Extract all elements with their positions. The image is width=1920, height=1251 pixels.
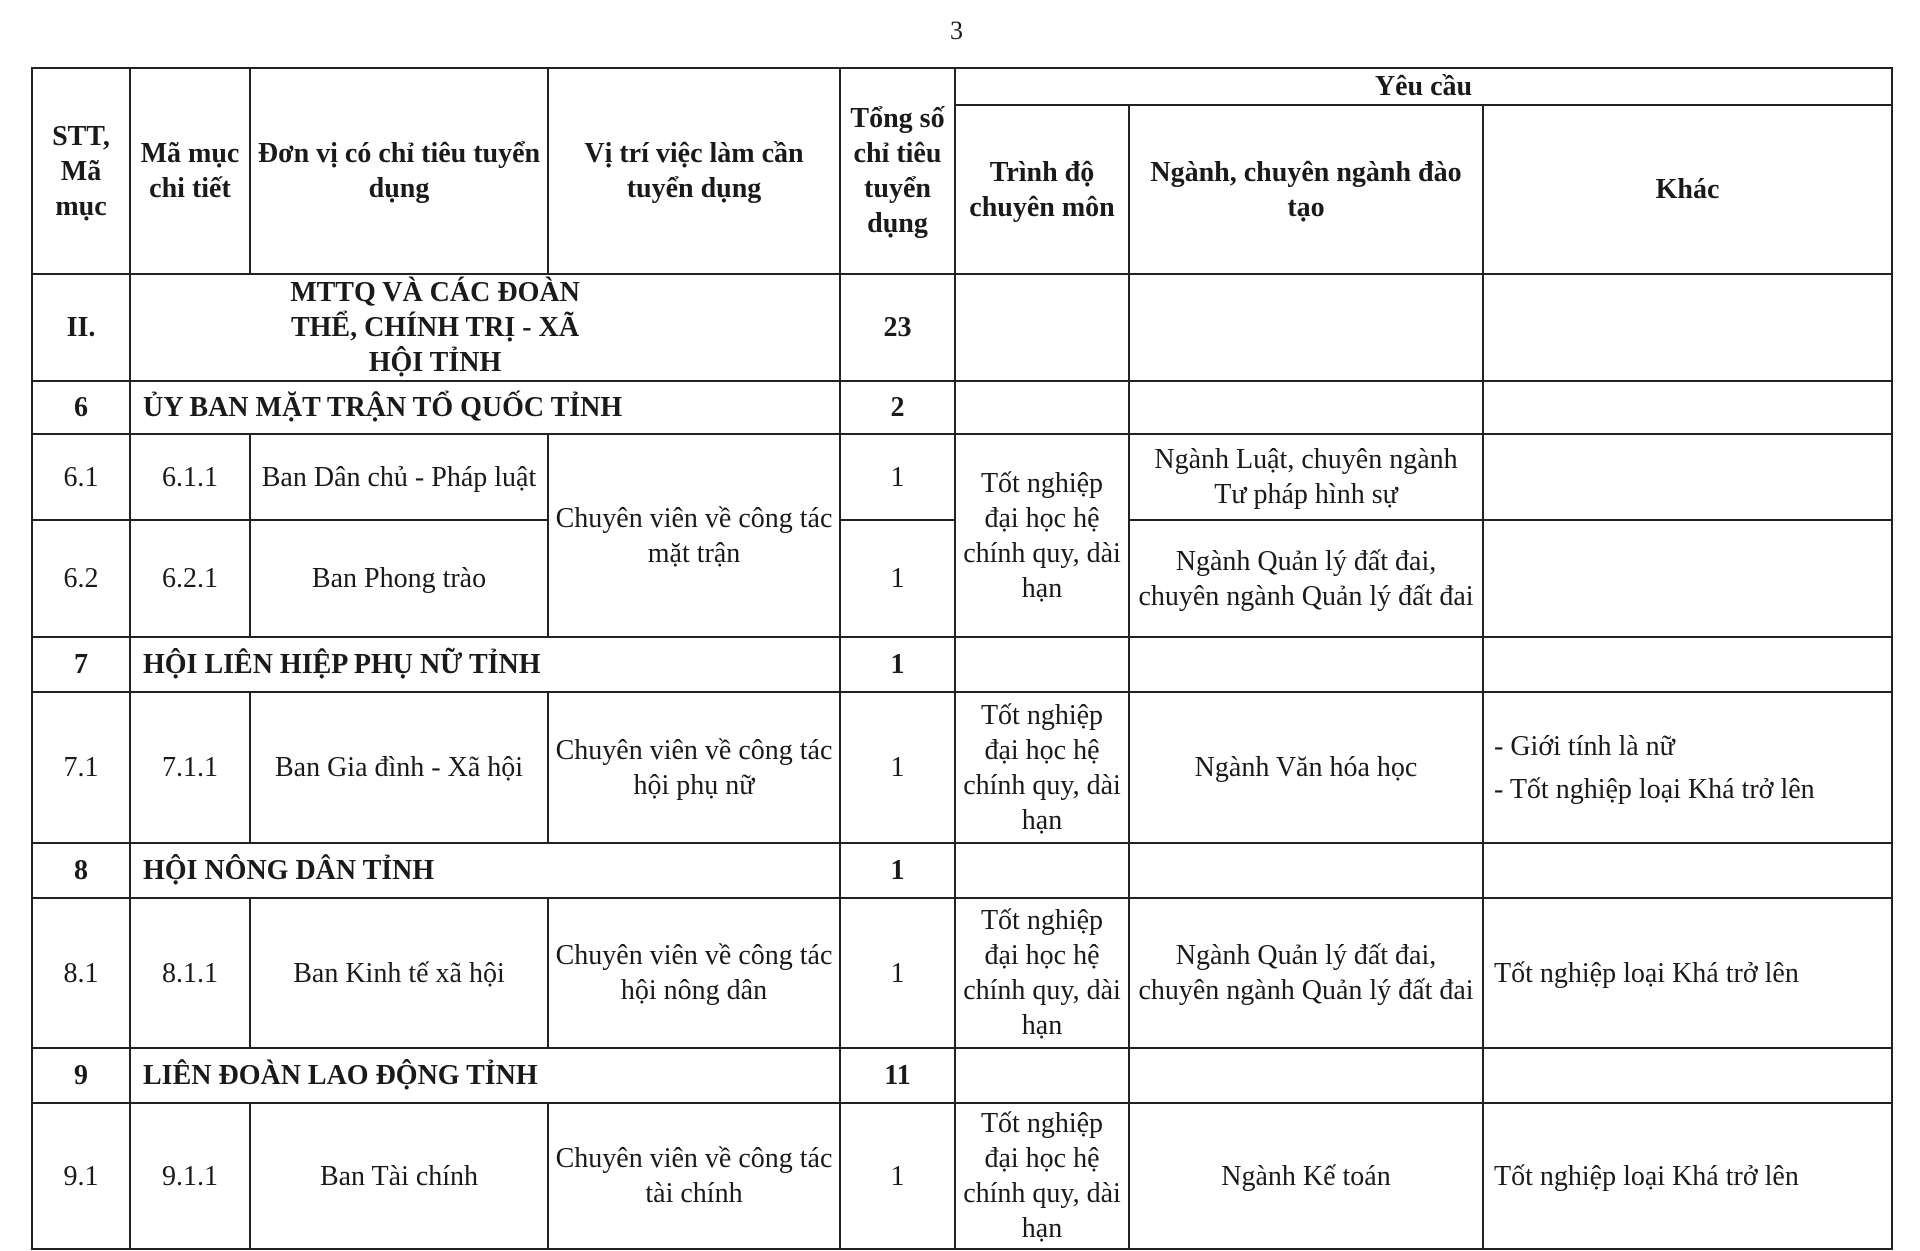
row-position: Chuyên viên về công tác hội phụ nữ (548, 692, 840, 843)
row-unit: Ban Phong trào (250, 520, 548, 637)
row-other (1483, 692, 1892, 843)
group-title: ỦY BAN MẶT TRẬN TỔ QUỐC TỈNH (130, 381, 840, 434)
header-khac: Khác (1483, 105, 1892, 274)
group-row (32, 637, 1892, 692)
header-ma-muc: Mã mục chi tiết (130, 68, 250, 274)
row-unit: Ban Kinh tế xã hội (250, 898, 548, 1048)
group-stt: 8 (32, 843, 130, 898)
row-other-line: - Giới tính là nữ (1494, 730, 1675, 762)
table-row (32, 434, 1892, 520)
row-stt: 6.2 (32, 520, 130, 637)
group-title: HỘI LIÊN HIỆP PHỤ NỮ TỈNH (130, 637, 840, 692)
table-row (32, 692, 1892, 843)
group-total: 1 (840, 843, 955, 898)
row-level: Tốt nghiệp đại học hệ chính quy, dài hạn (955, 898, 1129, 1048)
header-tong: Tổng số chỉ tiêu tuyển dụng (840, 68, 955, 274)
row-code: 6.1.1 (130, 434, 250, 520)
row-code: 6.2.1 (130, 520, 250, 637)
row-stt: 9.1 (32, 1103, 130, 1249)
row-other-line: - Tốt nghiệp loại Khá trở lên (1494, 773, 1815, 805)
section-stt: II. (32, 274, 130, 381)
row-other: Tốt nghiệp loại Khá trở lên (1483, 1103, 1892, 1249)
group-total: 11 (840, 1048, 955, 1103)
group-stt: 7 (32, 637, 130, 692)
row-level: Tốt nghiệp đại học hệ chính quy, dài hạn (955, 1103, 1129, 1249)
row-major: Ngành Văn hóa học (1129, 692, 1483, 843)
row-unit: Ban Dân chủ - Pháp luật (250, 434, 548, 520)
recruitment-table (31, 67, 1893, 1250)
section-total: 23 (840, 274, 955, 381)
row-count: 1 (840, 898, 955, 1048)
group-row (32, 1048, 1892, 1103)
row-unit: Ban Gia đình - Xã hội (250, 692, 548, 843)
group-stt: 9 (32, 1048, 130, 1103)
table-row (32, 898, 1892, 1048)
header-stt: STT, Mã mục (32, 68, 130, 274)
row-major: Ngành Quản lý đất đai, chuyên ngành Quản lý đất đai (1129, 898, 1483, 1048)
row-level: Tốt nghiệp đại học hệ chính quy, dài hạn (955, 434, 1129, 637)
group-stt: 6 (32, 381, 130, 434)
header-yeu-cau: Yêu cầu (955, 68, 1892, 105)
section-row (32, 274, 1892, 381)
row-count: 1 (840, 434, 955, 520)
row-stt: 7.1 (32, 692, 130, 843)
row-other: Tốt nghiệp loại Khá trở lên (1483, 898, 1892, 1048)
row-level: Tốt nghiệp đại học hệ chính quy, dài hạn (955, 692, 1129, 843)
row-count: 1 (840, 692, 955, 843)
row-stt: 8.1 (32, 898, 130, 1048)
row-stt: 6.1 (32, 434, 130, 520)
row-other (1483, 434, 1892, 520)
row-position: Chuyên viên về công tác tài chính (548, 1103, 840, 1249)
row-position: Chuyên viên về công tác mặt trận (548, 434, 840, 637)
row-other (1483, 520, 1892, 637)
header-row (32, 68, 1892, 105)
row-major: Ngành Kế toán (1129, 1103, 1483, 1249)
group-total: 2 (840, 381, 955, 434)
row-code: 9.1.1 (130, 1103, 250, 1249)
group-title: HỘI NÔNG DÂN TỈNH (130, 843, 840, 898)
table-row (32, 1103, 1892, 1249)
header-trinh-do: Trình độ chuyên môn (955, 105, 1129, 274)
header-don-vi: Đơn vị có chỉ tiêu tuyển dụng (250, 68, 548, 274)
group-row (32, 843, 1892, 898)
header-vi-tri: Vị trí việc làm cần tuyển dụng (548, 68, 840, 274)
row-position: Chuyên viên về công tác hội nông dân (548, 898, 840, 1048)
header-nganh: Ngành, chuyên ngành đào tạo (1129, 105, 1483, 274)
row-code: 7.1.1 (130, 692, 250, 843)
page-number: 3 (950, 16, 963, 45)
row-count: 1 (840, 1103, 955, 1249)
row-code: 8.1.1 (130, 898, 250, 1048)
group-title: LIÊN ĐOÀN LAO ĐỘNG TỈNH (130, 1048, 840, 1103)
row-count: 1 (840, 520, 955, 637)
row-major: Ngành Luật, chuyên ngành Tư pháp hình sự (1129, 434, 1483, 520)
row-unit: Ban Tài chính (250, 1103, 548, 1249)
row-major: Ngành Quản lý đất đai, chuyên ngành Quản lý đất đai (1129, 520, 1483, 637)
group-total: 1 (840, 637, 955, 692)
section-title: MTTQ VÀ CÁC ĐOÀN THỂ, CHÍNH TRỊ - XÃ HỘI TỈNH (130, 274, 840, 381)
group-row (32, 381, 1892, 434)
